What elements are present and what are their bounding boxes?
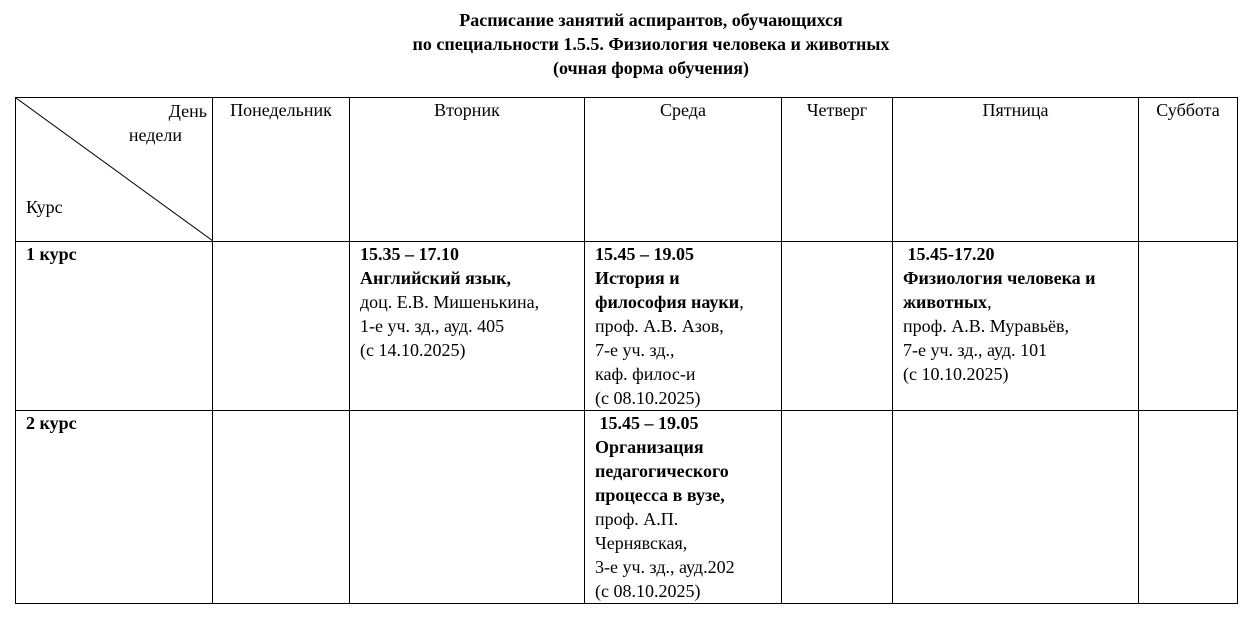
class-teacher: проф. А.П. [595, 509, 679, 529]
class-time: 15.45-17.20 [903, 244, 995, 264]
course-label: Курс [26, 197, 63, 217]
empty-cell [1139, 411, 1238, 604]
empty-cell [782, 242, 893, 411]
day-header-saturday [1139, 98, 1238, 242]
class-cell [350, 242, 585, 411]
day-header-tuesday [350, 98, 585, 242]
subject-suffix: , [739, 292, 744, 312]
class-time: 15.45 – 19.05 [595, 244, 694, 264]
class-teacher: доц. Е.В. Мишенькина, [360, 292, 540, 312]
subject-suffix: , [987, 292, 992, 312]
class-time: 15.45 – 19.05 [595, 413, 699, 433]
class-start-date: (с 14.10.2025) [360, 340, 466, 360]
class-subject: Английский язык, [360, 268, 511, 288]
class-subject-line [903, 290, 1138, 314]
course-name-cell [16, 242, 213, 411]
class-subject: педагогического [595, 461, 729, 481]
class-location: каф. филос-и [595, 364, 696, 384]
title-line-1: Расписание занятий аспирантов, обучающихся [459, 10, 843, 30]
class-teacher: проф. А.В. Азов, [595, 316, 724, 336]
empty-cell [350, 411, 585, 604]
class-location: 3-е уч. зд., ауд.202 [595, 557, 735, 577]
day-name: Пятница [982, 100, 1049, 120]
empty-cell [213, 411, 350, 604]
day-name: Среда [660, 100, 706, 120]
class-cell [585, 411, 782, 604]
day-label-line-2: недели [128, 125, 182, 145]
header-row [16, 98, 1238, 242]
day-header-wednesday [585, 98, 782, 242]
schedule-table [15, 97, 1238, 604]
class-subject: Физиология человека и [903, 268, 1096, 288]
class-start-date: (с 08.10.2025) [595, 388, 701, 408]
class-location: 7-е уч. зд., ауд. 101 [903, 340, 1048, 360]
class-start-date: (с 10.10.2025) [903, 364, 1009, 384]
class-location: 7-е уч. зд., [595, 340, 675, 360]
class-teacher: Чернявская, [595, 533, 688, 553]
empty-cell [893, 411, 1139, 604]
empty-cell [213, 242, 350, 411]
day-name: Понедельник [230, 100, 332, 120]
day-label-line-1: День [168, 101, 207, 121]
class-subject: Организация [595, 437, 704, 457]
class-teacher: проф. А.В. Муравьёв, [903, 316, 1070, 336]
class-subject-line [595, 290, 781, 314]
course-row-1 [16, 242, 1238, 411]
class-subject: животных [903, 292, 988, 312]
empty-cell [782, 411, 893, 604]
day-header-monday [213, 98, 350, 242]
day-name: Четверг [806, 100, 868, 120]
corner-header-cell [16, 98, 213, 242]
class-subject: История и [595, 268, 680, 288]
class-subject: процесса в вузе, [595, 485, 725, 505]
course-name-cell [16, 411, 213, 604]
class-start-date: (с 08.10.2025) [595, 581, 701, 601]
day-header-friday [893, 98, 1139, 242]
empty-cell [1139, 242, 1238, 411]
class-subject: философия науки [595, 292, 740, 312]
day-of-week-label [128, 99, 207, 147]
title-line-3: (очная форма обучения) [552, 58, 750, 78]
title-line-2: по специальности 1.5.5. Физиология человека и животных [412, 34, 890, 54]
document-title [0, 8, 1252, 80]
day-header-thursday [782, 98, 893, 242]
day-name: Вторник [434, 100, 500, 120]
course-row-2 [16, 411, 1238, 604]
course-name: 1 курс [26, 244, 77, 264]
class-cell [893, 242, 1139, 411]
class-time: 15.35 – 17.10 [360, 244, 459, 264]
class-cell [585, 242, 782, 411]
course-name: 2 курс [26, 413, 77, 433]
day-name: Суббота [1156, 100, 1220, 120]
class-location: 1-е уч. зд., ауд. 405 [360, 316, 505, 336]
